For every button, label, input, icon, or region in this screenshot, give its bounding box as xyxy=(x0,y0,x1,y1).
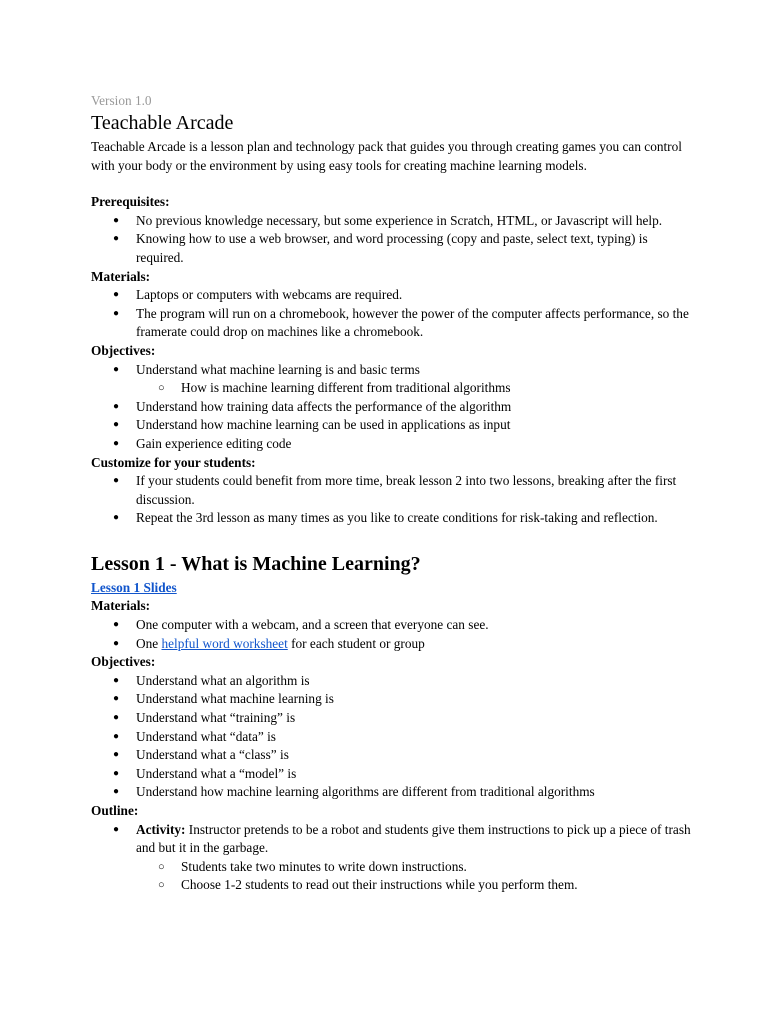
list-item: ● Gain experience editing code xyxy=(91,435,691,454)
activity-label: Activity: xyxy=(136,821,186,837)
list-item: ● Repeat the 3rd lesson as many times as you like to create conditions for risk-taking and reflection. xyxy=(91,509,691,528)
sub-list xyxy=(136,858,691,895)
objectives-list xyxy=(91,361,691,454)
document-page xyxy=(91,92,691,895)
helpful-word-worksheet-link[interactable]: helpful word worksheet xyxy=(161,635,288,651)
intro-paragraph: Teachable Arcade is a lesson plan and technology pack that guides you through creating games you can control with your body or the environment by using easy tools for creating machine learning models. xyxy=(91,139,682,173)
list-item: ● Laptops or computers with webcams are required. xyxy=(91,286,691,305)
list-item: ● Understand what an algorithm is xyxy=(91,672,691,691)
list-item: ● Understand what a “class” is xyxy=(91,746,691,765)
lesson1-materials-list xyxy=(91,616,691,653)
customize-heading: Customize for your students: xyxy=(91,454,256,470)
list-item: ● Understand how training data affects the performance of the algorithm xyxy=(91,398,691,417)
list-item: ● If your students could benefit from more time, break lesson 2 into two lessons, breaking after the first discussion. xyxy=(91,472,691,509)
list-item: ● Knowing how to use a web browser, and word processing (copy and paste, select text, typing) is required. xyxy=(91,230,691,267)
lesson1-objectives-list xyxy=(91,672,691,802)
list-item: ● Understand what “training” is xyxy=(91,709,691,728)
prerequisites-list xyxy=(91,212,691,268)
materials-list xyxy=(91,286,691,342)
list-item xyxy=(91,361,691,398)
activity-text: Instructor pretends to be a robot and students give them instructions to pick up a piece of trash and but it in the garbage. xyxy=(136,821,691,856)
lesson1-materials-heading: Materials: xyxy=(91,598,151,614)
sub-list-item: ○ How is machine learning different from traditional algorithms xyxy=(136,379,691,398)
list-item: ● Understand how machine learning can be used in applications as input xyxy=(91,416,691,435)
version-label: Version 1.0 xyxy=(91,93,152,108)
list-item: ● Understand what a “model” is xyxy=(91,765,691,784)
list-item xyxy=(91,821,691,895)
list-item: ● Understand what “data” is xyxy=(91,728,691,747)
list-item: ● Understand what machine learning is xyxy=(91,690,691,709)
list-item xyxy=(91,635,691,654)
customize-list xyxy=(91,472,691,528)
sub-list-item: ○ Choose 1-2 students to read out their instructions while you perform them. xyxy=(136,876,691,895)
lesson1-objectives-heading: Objectives: xyxy=(91,654,156,670)
lesson1-outline-heading: Outline: xyxy=(91,803,139,818)
lesson1-title: Lesson 1 - What is Machine Learning? xyxy=(91,552,421,575)
document-title: Teachable Arcade xyxy=(91,112,234,134)
list-item-text: One xyxy=(136,635,162,651)
sub-list-item: ○ Students take two minutes to write down instructions. xyxy=(136,858,691,877)
sub-list xyxy=(136,379,691,398)
list-item: ● Understand how machine learning algorithms are different from traditional algorithms xyxy=(91,783,691,802)
prerequisites-heading: Prerequisites: xyxy=(91,194,170,210)
objectives-heading: Objectives: xyxy=(91,342,156,358)
lesson1-outline-list xyxy=(91,821,691,895)
list-item-text: for each student or group xyxy=(287,635,425,651)
materials-heading: Materials: xyxy=(91,268,151,284)
list-item: ● One computer with a webcam, and a screen that everyone can see. xyxy=(91,616,691,635)
list-item: ● No previous knowledge necessary, but some experience in Scratch, HTML, or Javascript will help. xyxy=(91,212,691,231)
lesson1-slides-link[interactable]: Lesson 1 Slides xyxy=(91,579,177,595)
list-item: ● The program will run on a chromebook, however the power of the computer affects performance, so the framerate could drop on machines like a chromebook. xyxy=(91,305,691,342)
list-item-text: Understand what machine learning is and basic terms xyxy=(136,361,420,377)
